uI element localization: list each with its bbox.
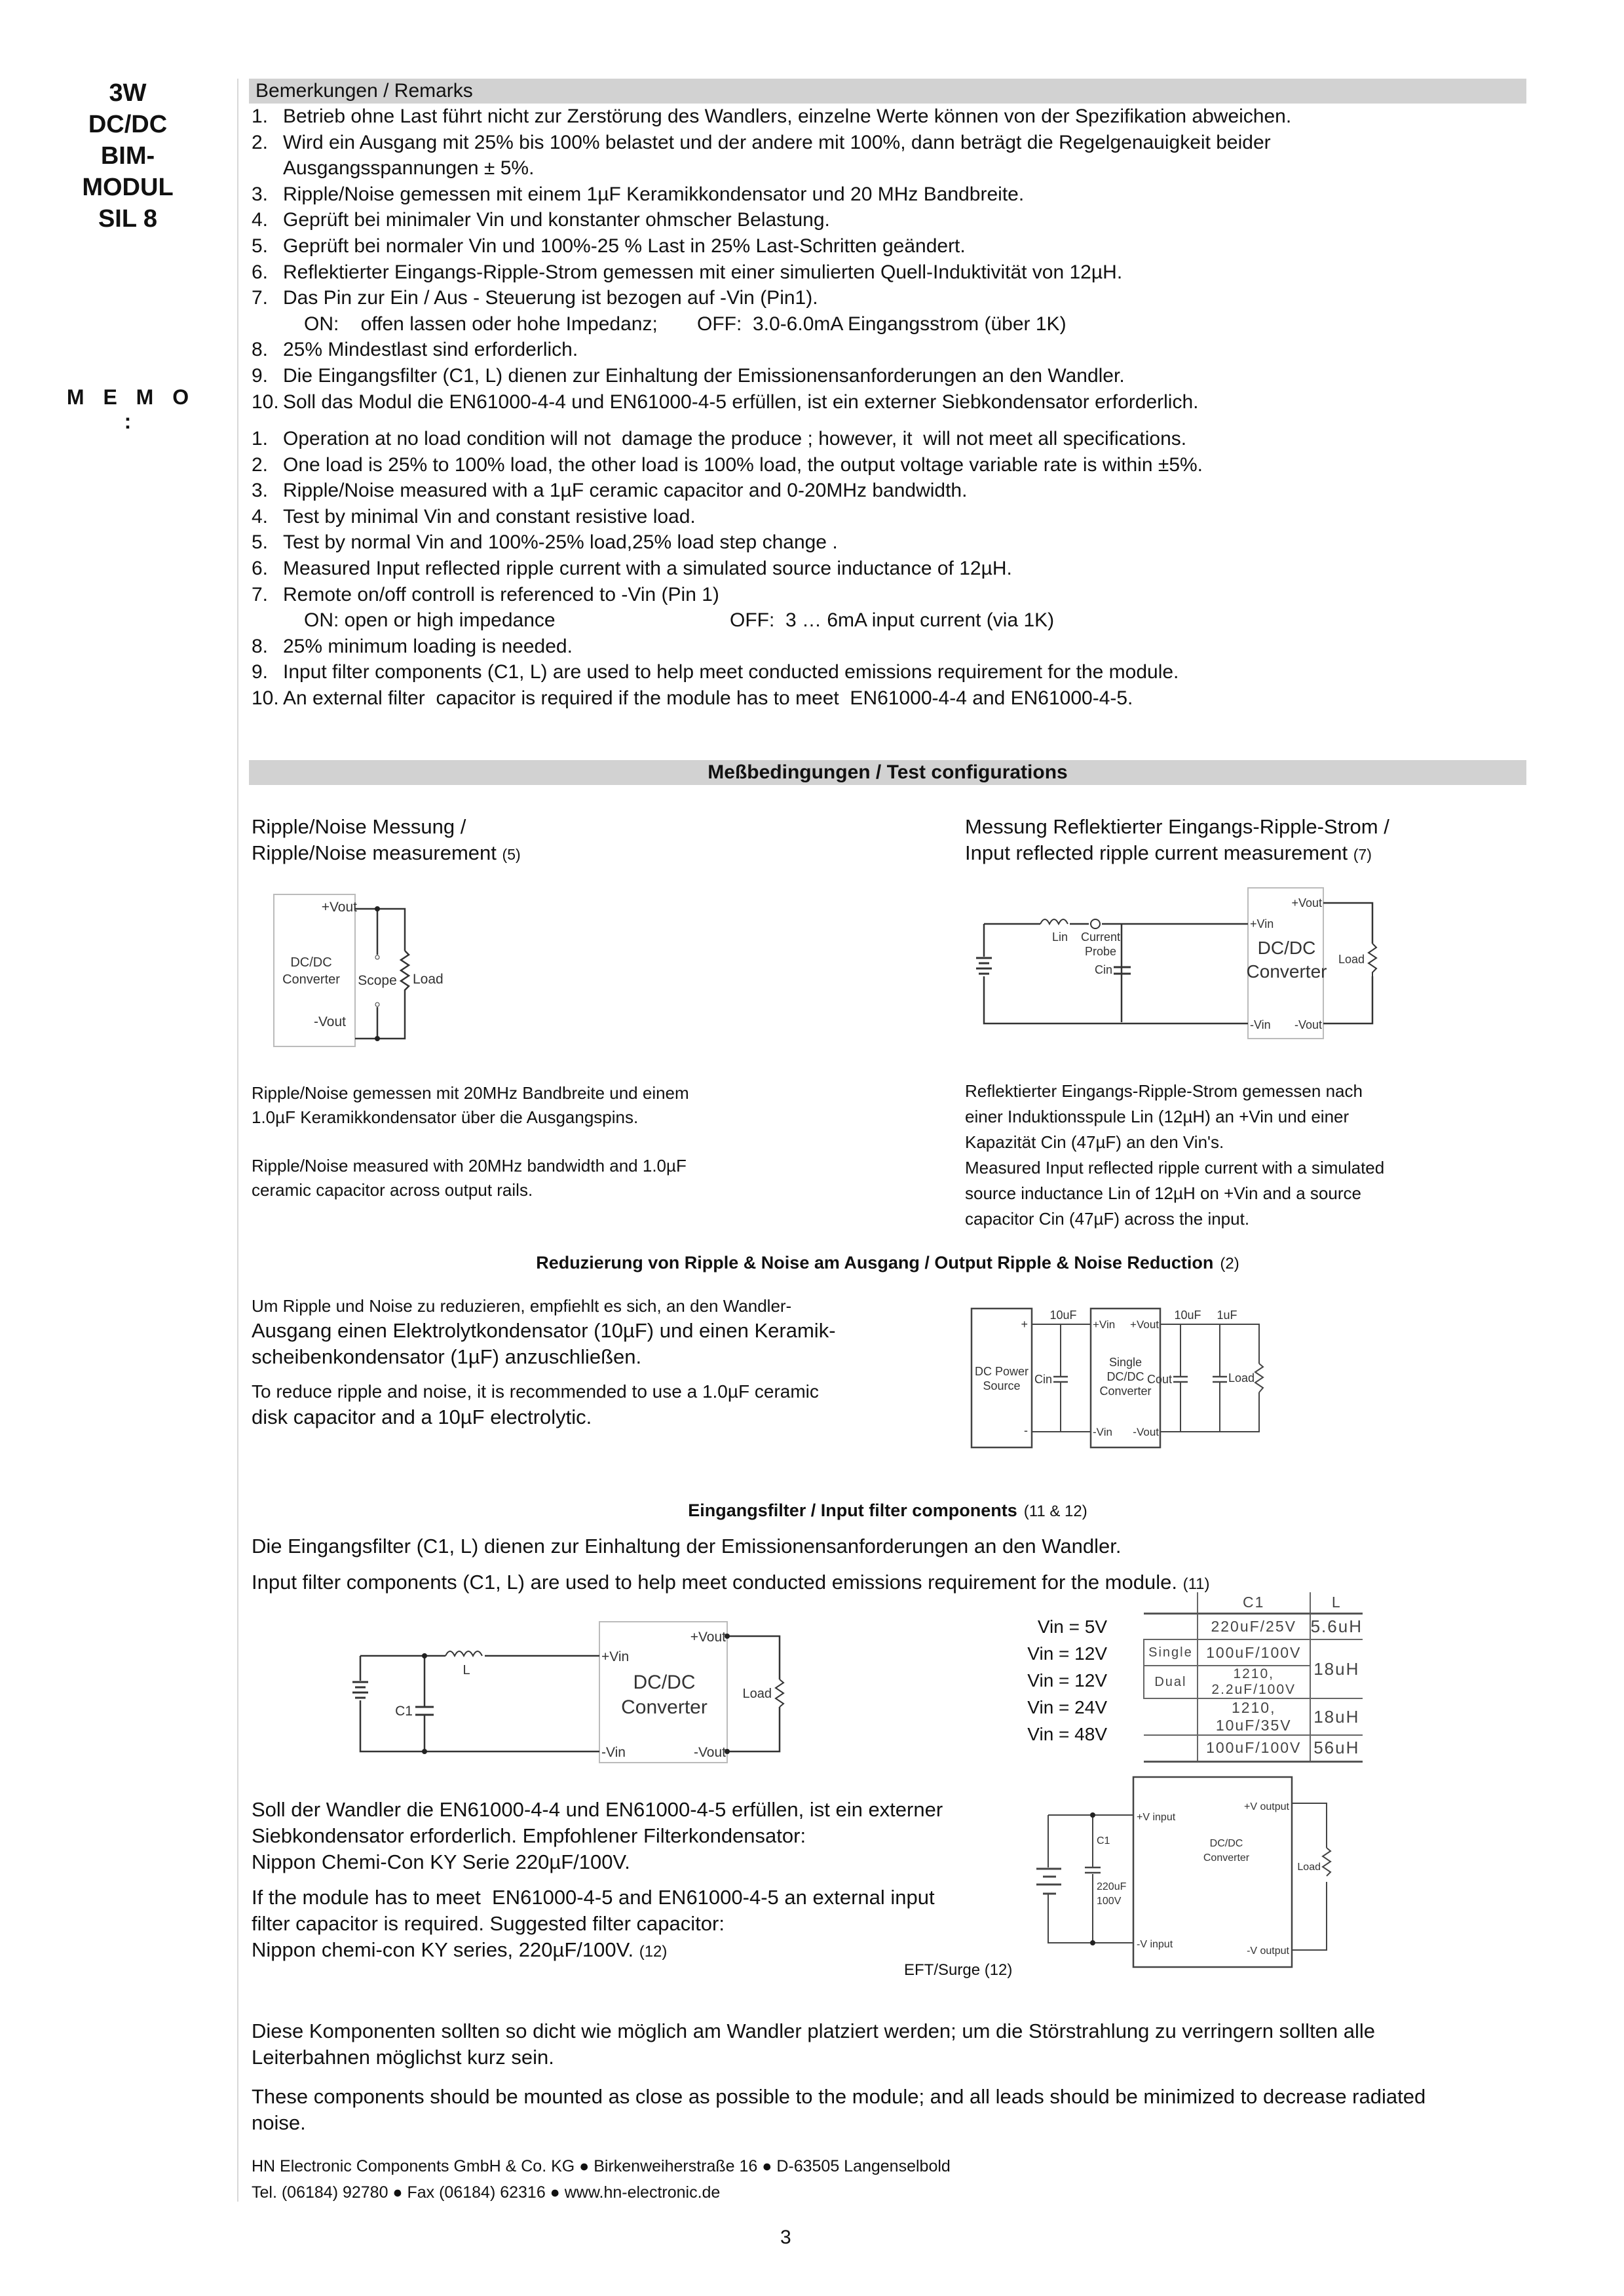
list-item: 3. Ripple/Noise measured with a 1µF ceramic capacitor and 0-20MHz bandwidth.: [252, 480, 968, 502]
output-reduction-diagram: [960, 1294, 1497, 1451]
svg-text:Converter: Converter: [282, 972, 340, 987]
title-line: BIM-MODUL: [82, 142, 174, 201]
svg-text:+Vin: +Vin: [601, 1649, 630, 1664]
test-config-header: Meßbedingungen / Test configurations: [249, 760, 1526, 785]
svg-text:-Vin: -Vin: [1093, 1426, 1112, 1438]
svg-text:-V input: -V input: [1137, 1939, 1173, 1950]
list-item: 8. 25% Mindestlast sind erforderlich.: [252, 339, 578, 361]
svg-text:10uF: 10uF: [1174, 1309, 1201, 1322]
svg-text:Converter: Converter: [621, 1696, 708, 1718]
output-reduction-text: Um Ripple und Noise zu reduzieren, empfiehlt es sich, an den Wandler- Ausgang einen Elektrolytkondensator (10µF) und einen Keramik- scheibenkondensator (1µF) anzuschließen. To reduce ripple and noise, it is recommended to use a 1.0µF ceramic disk capacitor and a 10µF electrolytic.: [252, 1296, 836, 1428]
svg-text:Lin: Lin: [1051, 930, 1068, 944]
svg-text:-V output: -V output: [1247, 1945, 1289, 1957]
svg-text:220uF: 220uF: [1097, 1881, 1127, 1892]
list-item: 3. Ripple/Noise gemessen mit einem 1µF Keramikkondensator und 20 MHz Bandbreite.: [252, 183, 1025, 205]
svg-text:Probe: Probe: [1084, 945, 1117, 958]
placement-en: These components should be mounted as close as possible to the module; and all leads should be minimized to decrease radiated noise.: [252, 2085, 1426, 2134]
list-item: 9. Die Eingangsfilter (C1, L) dienen zur Einhaltung der Emissionensanforderungen an den Wandler.: [252, 364, 1125, 387]
on-off-detail: ON: offen lassen oder hohe Impedanz; OFF: 3.0-6.0mA Eingangsstrom (über 1K): [304, 313, 1067, 335]
svg-text:+Vout: +Vout: [1291, 896, 1322, 909]
title-line: 3W: [109, 79, 147, 107]
ripple-noise-title: Ripple/Noise Messung / Ripple/Noise measurement (5): [252, 815, 521, 864]
product-title: [66, 77, 190, 235]
svg-text:DC/DC: DC/DC: [633, 1672, 696, 1693]
svg-text:10uF: 10uF: [1049, 1309, 1077, 1322]
svg-text:100V: 100V: [1097, 1896, 1122, 1907]
svg-text:C1: C1: [395, 1704, 413, 1719]
svg-text:Cout: Cout: [1146, 1373, 1172, 1386]
title-line: SIL 8: [98, 205, 158, 233]
svg-text:-Vout: -Vout: [1133, 1426, 1159, 1438]
list-item: 8. 25% minimum loading is needed.: [252, 635, 573, 657]
svg-text:Cin: Cin: [1094, 963, 1112, 976]
placement-de: Diese Komponenten sollten so dicht wie möglich am Wandler platziert werden; um die Störstrahlung zu verringern sollten alle Leiterbahnen möglichst kurz sein.: [252, 2019, 1376, 2069]
list-item: 9. Input filter components (C1, L) are used to help meet conducted emissions requirement for the module.: [252, 661, 1179, 683]
svg-text:Load: Load: [413, 972, 444, 987]
list-item: 6. Measured Input reflected ripple current with a simulated source inductance of 12µH.: [252, 557, 1012, 579]
svg-text:+Vin: +Vin: [1250, 917, 1274, 930]
svg-text:DC/DC: DC/DC: [1106, 1370, 1144, 1383]
sidebar-divider: [237, 79, 238, 2202]
svg-text:-Vin: -Vin: [1250, 1018, 1271, 1031]
input-filter-de: Die Eingangsfilter (C1, L) dienen zur Einhaltung der Emissionensanforderungen an den Wandler.: [252, 1535, 1122, 1558]
list-item: 1. Betrieb ohne Last führt nicht zur Zerstörung des Wandlers, einzelne Werte können von der Spezifikation abweichen.: [252, 105, 1292, 127]
list-item: 5. Geprüft bei normaler Vin und 100%-25 % Last in 25% Last-Schritten geändert.: [252, 235, 966, 257]
svg-text:-Vout: -Vout: [313, 1014, 346, 1029]
company-footer: HN Electronic Components GmbH & Co. KG ● Birkenweiherstraße 16 ● D-63505 Langenselbold Tel. (06184) 92780 ● Fax (06184) 62316 ● www.hn-electronic.de: [252, 2157, 951, 2202]
list-item-continuation: Ausgangsspannungen ± 5%.: [283, 157, 535, 180]
svg-text:-Vout: -Vout: [1294, 1018, 1322, 1031]
svg-text:DC/DC: DC/DC: [1257, 938, 1316, 958]
svg-text:Cin: Cin: [1034, 1373, 1052, 1386]
svg-text:+Vout: +Vout: [321, 900, 357, 915]
list-item: 2. Wird ein Ausgang mit 25% bis 100% belastet und der andere mit 100%, dann beträgt die Regelgenauigkeit beider: [252, 131, 1271, 153]
svg-text:L: L: [463, 1663, 470, 1677]
eft-surge-caption: EFT/Surge (12): [904, 1961, 1013, 1979]
svg-text:Load: Load: [742, 1687, 772, 1701]
svg-text:Source: Source: [983, 1379, 1021, 1392]
svg-text:Load: Load: [1297, 1862, 1321, 1873]
svg-text:+Vout: +Vout: [1130, 1318, 1159, 1331]
svg-text:+V input: +V input: [1137, 1812, 1176, 1823]
remarks-german-list: [252, 104, 1529, 415]
svg-text:-Vin: -Vin: [601, 1745, 626, 1760]
reflected-ripple-title: Messung Reflektierter Eingangs-Ripple-Strom / Input reflected ripple current measurement (7): [965, 815, 1389, 864]
reflected-ripple-description: Reflektierter Eingangs-Ripple-Strom gemessen nach einer Induktionsspule Lin (12µH) an +Vin und einer Kapazität Cin (47µF) an den Vin's. Measured Input reflected ripple current with a simulated source inductance Lin of 12µH on +Vin and a source capacitor Cin (47µF) across the input.: [965, 1081, 1385, 1229]
memo-label: M E M O :: [66, 385, 196, 433]
svg-text:Single: Single: [1108, 1356, 1142, 1369]
svg-text:DC Power: DC Power: [974, 1365, 1029, 1378]
svg-text:Converter: Converter: [1203, 1852, 1250, 1864]
list-item: 10. An external filter capacitor is required if the module has to meet EN61000-4-4 and EN61000-4-5.: [252, 687, 1133, 709]
svg-text:1uF: 1uF: [1217, 1309, 1237, 1322]
svg-text:+V output: +V output: [1244, 1801, 1289, 1812]
svg-text:+Vout: +Vout: [690, 1630, 726, 1645]
svg-text:Load: Load: [1338, 953, 1365, 966]
svg-text:DC/DC: DC/DC: [1209, 1838, 1243, 1849]
title-line: DC/DC: [88, 111, 168, 138]
list-item: 1. Operation at no load condition will not damage the produce ; however, it will not meet all specifications.: [252, 428, 1187, 450]
vin-labels: Vin = 5V Vin = 12V Vin = 12V Vin = 24V Vin = 48V: [1027, 1617, 1107, 1744]
list-item: 5. Test by normal Vin and 100%-25% load,25% load step change .: [252, 531, 838, 554]
list-item: 7. Remote on/off controll is referenced to -Vin (Pin 1): [252, 583, 719, 605]
svg-text:Current: Current: [1080, 930, 1121, 944]
on-off-detail: ON: open or high impedance OFF: 3 … 6mA input current (via 1K): [304, 609, 1055, 632]
remarks-header: Bemerkungen / Remarks: [249, 79, 1526, 104]
svg-text:Load: Load: [1228, 1371, 1255, 1385]
reflected-ripple-diagram: [970, 878, 1467, 1042]
remarks-english-list: [252, 426, 1529, 712]
svg-text:-: -: [1024, 1424, 1028, 1437]
input-filter-diagram: [347, 1609, 832, 1766]
svg-text:+: +: [1021, 1318, 1028, 1331]
ripple-noise-diagram: [262, 888, 472, 1058]
list-item: 6. Reflektierter Eingangs-Ripple-Strom gemessen mit einer simulierten Quell-Induktivität von 12µH.: [252, 261, 1123, 283]
page-number: 3: [780, 2227, 791, 2248]
list-item: 4. Test by minimal Vin and constant resistive load.: [252, 505, 696, 527]
list-item: 4. Geprüft bei minimaler Vin und konstanter ohmscher Belastung.: [252, 209, 830, 231]
svg-text:C1: C1: [1097, 1835, 1110, 1846]
output-reduction-heading: Reduzierung von Ripple & Noise am Ausgang / Output Ripple & Noise Reduction (2): [536, 1253, 1239, 1272]
emc-diagram: [1029, 1769, 1500, 1979]
svg-text:Converter: Converter: [1246, 961, 1327, 982]
ripple-noise-description: Ripple/Noise gemessen mit 20MHz Bandbreite und einem 1.0µF Keramikkondensator über die Ausgangspins. Ripple/Noise measured with 20MHz bandwidth and 1.0µF ceramic capacitor across output rails.: [252, 1083, 689, 1200]
input-filter-en: Input filter components (C1, L) are used to help meet conducted emissions requirement for the module. (11): [252, 1571, 1210, 1594]
filter-component-table: C1 L 220uF/25V 5.6uH Single 100uF/100V 18uH Dual 1210, 2.2uF/100V 1210, 10uF/35V 18uH 100uF/100V 56uH: [1143, 1592, 1363, 1763]
list-item: 10. Soll das Modul die EN61000-4-4 und EN61000-4-5 erfüllen, ist ein externer Siebkondensator erforderlich.: [252, 391, 1199, 413]
svg-text:-Vout: -Vout: [693, 1745, 726, 1760]
svg-text:+Vin: +Vin: [1093, 1318, 1116, 1331]
svg-text:Converter: Converter: [1099, 1385, 1152, 1398]
list-item: 7. Das Pin zur Ein / Aus - Steuerung ist bezogen auf -Vin (Pin1).: [252, 287, 818, 309]
svg-text:Scope: Scope: [358, 973, 397, 988]
emc-text: Soll der Wandler die EN61000-4-4 und EN61000-4-5 erfüllen, ist ein externer Siebkondensator erforderlich. Empfohlener Filterkondensator: Nippon Chemi-Con KY Serie 220µF/100V. If the module has to meet EN61000-4-5 and EN61000-4-5 an external input filter capacitor is required. Suggested filter capacitor: Nippon chemi-con KY series, 220µF/100V. (12): [252, 1798, 943, 1961]
list-item: 2. One load is 25% to 100% load, the other load is 100% load, the output voltage variable rate is within ±5%.: [252, 453, 1203, 476]
svg-text:DC/DC: DC/DC: [290, 955, 332, 970]
input-filter-heading: Eingangsfilter / Input filter components (11 & 12): [688, 1501, 1087, 1520]
